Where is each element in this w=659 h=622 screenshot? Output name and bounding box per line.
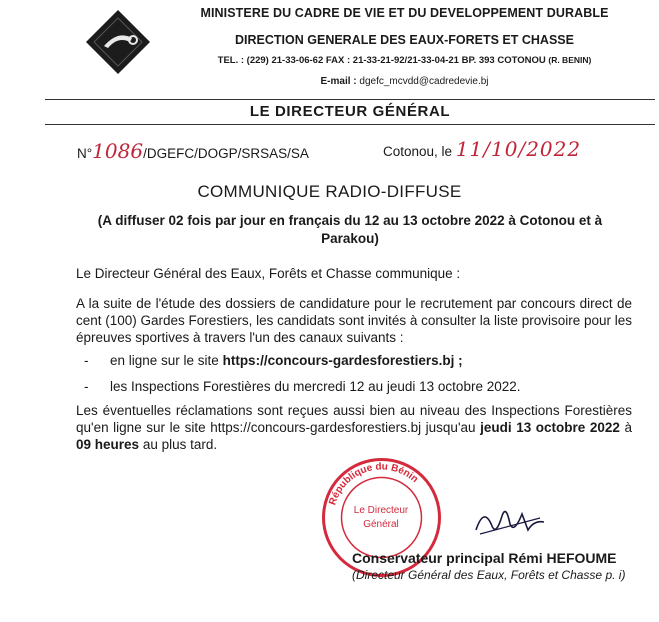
- handwritten-number: 1086: [92, 139, 144, 163]
- reference-date: Cotonou, le 11/10/2022: [383, 137, 582, 161]
- signature-mark: [470, 500, 550, 545]
- signatory-name: Conservateur principal Rémi HEFOUME: [352, 550, 617, 566]
- svg-text:République du Bénin: [327, 461, 420, 506]
- ministry-logo: [84, 8, 152, 76]
- paragraph-1: A la suite de l'étude des dossiers de candidature pour le recrutement par concours direct de cent (100) Gardes Forestiers, les candidats sont invités à consulter la liste provisoire pour les épreuves sportives à travers l'un des canaux suivants :: [76, 296, 633, 345]
- site-link: https://concours-gardesforestiers.bj ;: [222, 353, 463, 368]
- document-title: COMMUNIQUE RADIO-DIFFUSE: [197, 182, 462, 201]
- office-title: LE DIRECTEUR GÉNÉRAL: [249, 103, 451, 120]
- stamp-center-line-1: Le Directeur: [353, 505, 409, 516]
- reference-number: N°1086/DGEFC/DOGP/SRSAS/SA: [77, 139, 309, 163]
- intro-line: Le Directeur Général des Eaux, Forêts et Chasse communique :: [76, 266, 461, 281]
- signatory-role: (Directeur Général des Eaux, Forêts et Chasse p. i): [352, 568, 626, 582]
- contact-line: TEL. : (229) 21-33-06-62 FAX : 21-33-21-92/21-33-04-21 BP. 393 COTONOU (R. BENIN): [217, 55, 592, 66]
- email-address: dgefc_mcvdd@cadredevie.bj: [359, 76, 489, 87]
- bullet-online: - en ligne sur le site https://concours-gardesforestiers.bj ;: [84, 353, 463, 368]
- stamp-ring-text: République du Bénin: [327, 461, 421, 507]
- bullet-inspections: - les Inspections Forestières du mercredi 12 au jeudi 13 octobre 2022.: [84, 379, 521, 394]
- handwritten-date: 11/10/2022: [455, 137, 582, 161]
- ministry-name: MINISTERE DU CADRE DE VIE ET DU DEVELOPPEMENT DURABLE: [200, 6, 609, 20]
- stamp-center-line-2: Général: [363, 519, 399, 530]
- office-band: [45, 99, 655, 125]
- paragraph-2: Les éventuelles réclamations sont reçues aussi bien au niveau des Inspections Forestières qu'en ligne sur le site https://concours-gardesforestiers.bj jusqu'au jeudi 13 octobre 2022 à 09 heures au plus tard.: [76, 403, 632, 452]
- direction-name: DIRECTION GENERALE DES EAUX-FORETS ET CHASSE: [235, 33, 574, 47]
- document-subtitle: (A diffuser 02 fois par jour en français du 12 au 13 octobre 2022 à Cotonou et à Parakou): [97, 213, 603, 246]
- email-line: E-mail : dgefc_mcvdd@cadredevie.bj: [320, 76, 489, 87]
